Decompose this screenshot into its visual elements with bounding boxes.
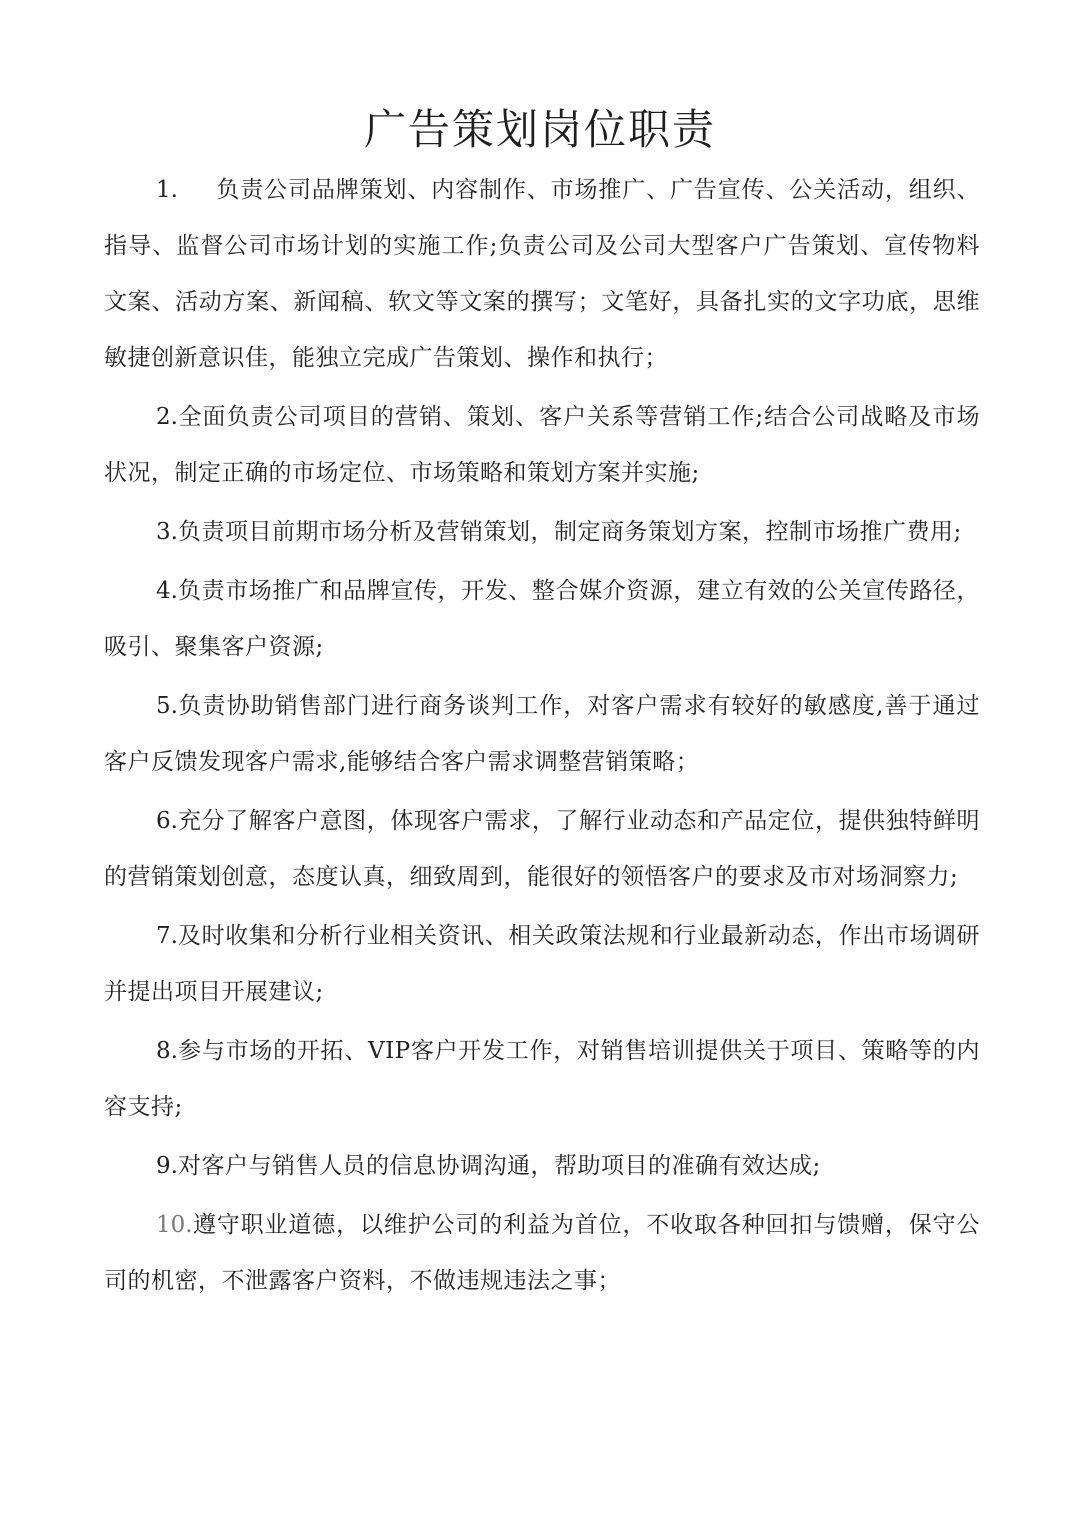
duty-item-2: [104, 389, 980, 501]
duty-text: 及时收集和分析行业相关资讯、相关政策法规和行业最新动态，作出市场调研并提出项目开展建议;: [104, 923, 980, 1005]
duty-item-6: [104, 793, 980, 905]
duty-text: 遵守职业道德，以维护公司的利益为首位，不收取各种回扣与馈赠，保守公司的机密，不泄露客户资料，不做违规违法之事；: [104, 1212, 980, 1294]
duty-number: 2.: [156, 404, 178, 430]
duty-number: 5.: [156, 693, 178, 719]
duties-list: [104, 162, 980, 1312]
duty-text: 负责协助销售部门进行商务谈判工作，对客户需求有较好的敏感度,善于通过客户反馈发现客户需求,能够结合客户需求调整营销策略；: [104, 693, 980, 775]
duty-text: 负责项目前期市场分析及营销策划，制定商务策划方案，控制市场推广费用;: [177, 519, 962, 545]
duty-item-8: [104, 1023, 980, 1135]
duty-text: 对客户与销售人员的信息协调沟通，帮助项目的准确有效达成;: [177, 1153, 821, 1179]
duty-number: 3.: [156, 519, 178, 545]
duty-item-7: [104, 908, 980, 1020]
duty-text: 负责公司品牌策划、内容制作、市场推广、广告宣传、公关活动，组织、指导、监督公司市场计划的实施工作;负责公司及公司大型客户广告策划、宣传物料文案、活动方案、新闻稿、软文等文案的撰写；文笔好，具备扎实的文字功底，思维敏捷创新意识佳，能独立完成广告策划、操作和执行；: [104, 177, 980, 371]
duty-text: 全面负责公司项目的营销、策划、客户关系等营销工作;结合公司战略及市场状况，制定正确的市场定位、市场策略和策划方案并实施;: [104, 404, 980, 486]
duty-number: 8.: [156, 1038, 178, 1064]
duty-text: 充分了解客户意图，体现客户需求，了解行业动态和产品定位，提供独特鲜明的营销策划创意，态度认真，细致周到，能很好的领悟客户的要求及市对场洞察力;: [104, 808, 980, 890]
duty-item-5: [104, 678, 980, 790]
duty-item-10: [104, 1197, 980, 1309]
duty-number: 4.: [156, 578, 178, 604]
duty-item-4: [104, 563, 980, 675]
duty-item-1: [104, 162, 980, 386]
duty-number: 6.: [156, 808, 178, 834]
duty-number: 1.: [156, 177, 178, 203]
duty-item-3: [104, 504, 980, 560]
duty-number: 7.: [156, 923, 178, 949]
duty-text: 负责市场推广和品牌宣传，开发、整合媒介资源，建立有效的公关宣传路径，吸引、聚集客户资源;: [104, 578, 980, 660]
duty-number: 10.: [156, 1212, 193, 1238]
duty-number: 9.: [156, 1153, 178, 1179]
duty-text: 参与市场的开拓、VIP客户开发工作，对销售培训提供关于项目、策略等的内容支持;: [104, 1038, 980, 1120]
duty-item-9: [104, 1138, 980, 1194]
page-title: 广告策划岗位职责: [363, 105, 716, 154]
